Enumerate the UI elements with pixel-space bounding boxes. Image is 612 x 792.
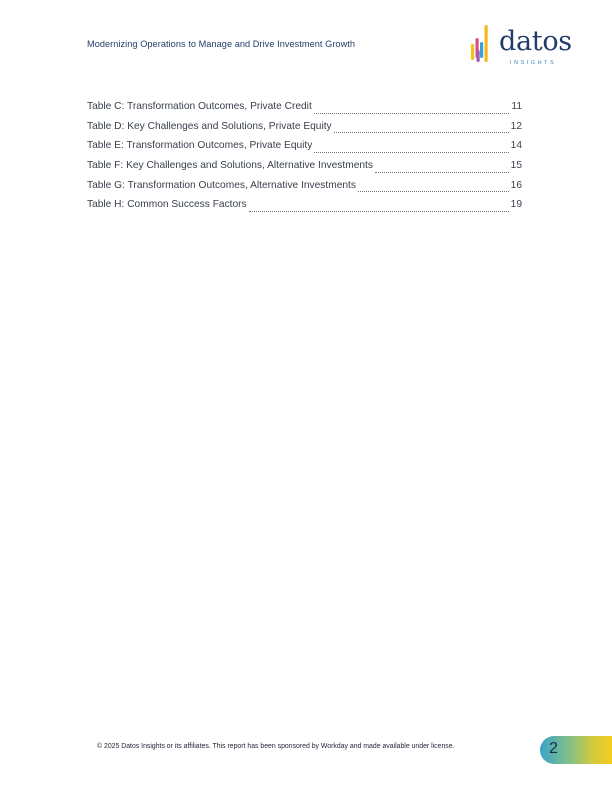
toc-entry[interactable] bbox=[87, 99, 522, 119]
logo-wordmark: datos bbox=[499, 26, 572, 57]
toc-dot-leader bbox=[334, 131, 509, 133]
toc-entry-page: 16 bbox=[510, 179, 522, 191]
toc-entry-page: 19 bbox=[510, 199, 522, 211]
toc-entry-page: 14 bbox=[510, 140, 522, 152]
toc-entry-label: Table H: Common Success Factors bbox=[87, 199, 247, 211]
page-number: 2 bbox=[549, 740, 558, 757]
toc-entry-page: 12 bbox=[510, 120, 522, 132]
toc-dot-leader bbox=[358, 190, 509, 192]
toc-entry-label: Table F: Key Challenges and Solutions, Alternative Investments bbox=[87, 160, 373, 172]
toc-entry[interactable] bbox=[87, 119, 522, 139]
toc-entry[interactable] bbox=[87, 197, 522, 217]
toc-entry-page: 15 bbox=[510, 160, 522, 172]
toc-entry-label: Table C: Transformation Outcomes, Private Credit bbox=[87, 101, 312, 112]
toc-entry[interactable] bbox=[87, 138, 522, 158]
toc-entry-label: Table E: Transformation Outcomes, Private Equity bbox=[87, 140, 313, 152]
toc-dot-leader bbox=[375, 171, 509, 173]
table-of-contents bbox=[87, 99, 522, 217]
toc-dot-leader bbox=[314, 112, 510, 114]
logo-bars-icon bbox=[470, 22, 492, 66]
toc-entry[interactable] bbox=[87, 158, 522, 178]
logo-subtext: INSIGHTS bbox=[510, 60, 557, 66]
toc-entry-page: 11 bbox=[511, 101, 522, 112]
toc-dot-leader bbox=[249, 210, 509, 212]
datos-insights-logo bbox=[470, 22, 580, 70]
toc-entry-label: Table G: Transformation Outcomes, Alternative Investments bbox=[87, 179, 356, 191]
document-title: Modernizing Operations to Manage and Drive Investment Growth bbox=[87, 39, 356, 49]
toc-entry-label: Table D: Key Challenges and Solutions, Private Equity bbox=[87, 120, 332, 132]
page-number-tab bbox=[540, 736, 612, 764]
toc-entry[interactable] bbox=[87, 178, 522, 198]
copyright-notice: © 2025 Datos Insights or its affiliates. This report has been sponsored by Workday and made available under license. bbox=[97, 743, 455, 750]
toc-dot-leader bbox=[314, 151, 508, 153]
